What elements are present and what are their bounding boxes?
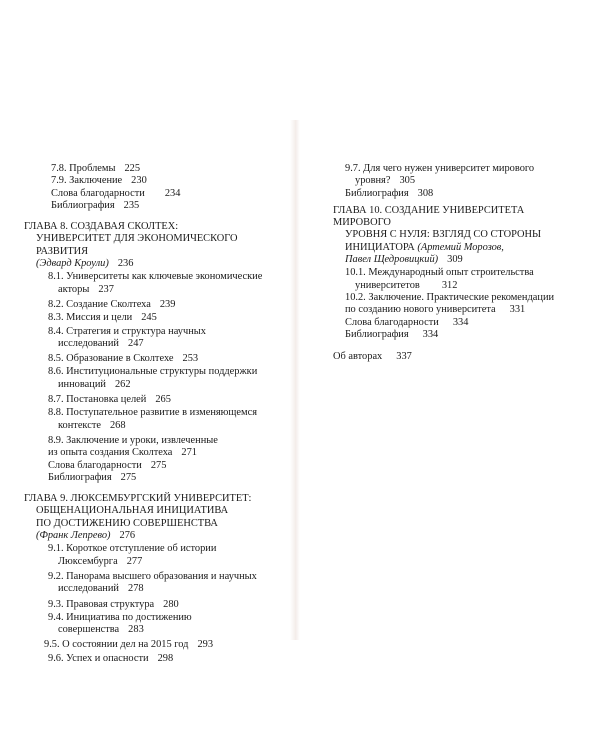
toc-entry-title: 8.4. Стратегия и структура научных — [48, 325, 206, 337]
toc-entry-9-6 — [48, 653, 286, 665]
toc-entry-bibliography — [48, 472, 286, 484]
toc-entry-title: Библиография — [51, 199, 115, 211]
toc-page-number: 275 — [120, 471, 137, 483]
toc-entry-title: Библиография — [345, 187, 409, 199]
toc-entry-title: 8.8. Поступательное развитие в изменяющемся — [48, 407, 258, 419]
toc-entry-title: 9.4. Инициатива по достижению — [48, 611, 192, 623]
toc-entry-acknowledgements — [345, 317, 578, 329]
toc-entry-continuation: исследований 247 — [58, 337, 144, 349]
toc-entry-acknowledgements — [24, 188, 286, 200]
toc-page-number: 235 — [123, 199, 140, 211]
toc-entry-continuation: по созданию нового университета 331 — [345, 304, 526, 316]
toc-entry-8-6 — [48, 366, 286, 391]
toc-entry-continuation: Люксембурга 277 — [58, 555, 143, 567]
chapter-9-entries — [24, 543, 286, 665]
chapter-title-line: ГЛАВА 9. ЛЮКСЕМБУРГСКИЙ УНИВЕРСИТЕТ: — [24, 493, 252, 505]
toc-page-number: 331 — [509, 304, 526, 316]
toc-page-number: 236 — [117, 258, 134, 270]
toc-page-number: 305 — [399, 175, 416, 187]
chapter-8-entries — [24, 271, 286, 484]
toc-page-number: 334 — [422, 328, 439, 340]
toc-entry-title: 9.3. Правовая структура — [48, 598, 155, 610]
toc-page-number: 337 — [396, 351, 412, 363]
toc-entry-8-3 — [48, 312, 286, 324]
toc-entry-title: 8.5. Образование в Сколтехе — [48, 353, 174, 365]
toc-entry-9-2 — [48, 571, 286, 596]
page-gutter — [290, 120, 300, 640]
chapter-author: (Эдвард Кроули) — [36, 258, 109, 270]
toc-entry-8-7 — [48, 394, 286, 406]
toc-entry-8-8 — [48, 407, 286, 432]
chapter-title-line: ПО ДОСТИЖЕНИЮ СОВЕРШЕНСТВА — [36, 517, 218, 529]
toc-page-number: 253 — [182, 353, 199, 365]
toc-page-number: 225 — [124, 163, 141, 174]
chapter-author-line — [24, 258, 286, 270]
toc-entry-bibliography — [24, 200, 286, 212]
chapter-title-line: УРОВНЯ С НУЛЯ: ВЗГЛЯД СО СТОРОНЫ — [345, 229, 542, 241]
chapter-title-line: ГЛАВА 8. СОЗДАВАЯ СКОЛТЕХ: — [24, 221, 179, 233]
chapter-title-line: ОБЩЕНАЦИОНАЛЬНАЯ ИНИЦИАТИВА — [36, 505, 229, 517]
toc-page-number: 234 — [164, 187, 181, 199]
toc-page-number: 276 — [119, 530, 136, 542]
toc-entry-title: 8.9. Заключение и уроки, извлеченные — [48, 434, 218, 446]
toc-entry-10-2 — [345, 292, 578, 317]
toc-entry-title: 8.7. Постановка целей — [48, 394, 147, 406]
toc-page-number: 334 — [452, 316, 469, 328]
chapter-title-line: УНИВЕРСИТЕТ ДЛЯ ЭКОНОМИЧЕСКОГО РАЗВИТИЯ — [36, 233, 238, 257]
toc-page-number: 237 — [98, 283, 114, 295]
toc-entry-8-2 — [48, 299, 286, 311]
toc-entry-10-1 — [345, 267, 578, 292]
toc-entry-title: 9.7. Для чего нужен университет мирового — [345, 163, 535, 174]
toc-entry-title: 7.8. Проблемы — [51, 163, 116, 174]
toc-entry-title: Слова благодарности — [51, 187, 145, 199]
toc-entry-title: 9.6. Успех и опасности — [48, 652, 149, 664]
toc-entry-continuation: контексте 268 — [58, 419, 126, 431]
toc-entry-9-5 — [44, 639, 286, 651]
toc-entry-title: 7.9. Заключение — [51, 175, 123, 187]
toc-entry-bibliography — [345, 329, 578, 341]
toc-entry-title: 10.2. Заключение. Практические рекомендации — [345, 291, 555, 303]
toc-page-number: 309 — [447, 254, 463, 266]
toc-entry-continuation: университетов 312 — [355, 279, 458, 291]
toc-page-number: 230 — [131, 175, 147, 187]
toc-page-number: 239 — [159, 298, 176, 310]
toc-entry-title: Слова благодарности — [345, 316, 439, 328]
toc-entry-9-3 — [48, 599, 286, 611]
toc-page-number: 308 — [417, 187, 434, 199]
toc-page-number: 262 — [114, 378, 131, 390]
toc-entry-9-7 — [333, 163, 578, 188]
toc-page-number: 275 — [150, 459, 167, 471]
toc-entry-title: 9.2. Панорама высшего образования и научных — [48, 570, 257, 582]
toc-page-number: 312 — [441, 279, 458, 291]
toc-entry-9-4 — [48, 612, 286, 637]
chapter-author-line — [333, 254, 578, 266]
toc-entry-title: 10.1. Международный опыт строительства — [345, 267, 534, 279]
toc-page-number: 268 — [109, 419, 126, 431]
chapter-author: Павел Щедровицкий) — [345, 254, 439, 266]
toc-entry-8-4 — [48, 326, 286, 351]
toc-page-number: 265 — [155, 394, 171, 406]
toc-entry-title: 9.1. Короткое отступление об истории — [48, 543, 217, 555]
left-page — [24, 163, 286, 665]
right-page — [333, 163, 578, 363]
chapter-title-line: ГЛАВА 10. СОЗДАНИЕ УНИВЕРСИТЕТА МИРОВОГО — [333, 204, 525, 229]
toc-page-number: 280 — [163, 598, 179, 610]
toc-entry-continuation: из опыта создания Сколтеха 271 — [48, 447, 197, 459]
toc-page-number: 247 — [128, 337, 144, 349]
toc-entry-continuation: инноваций 262 — [58, 378, 131, 390]
toc-entry-title: Библиография — [48, 471, 112, 483]
toc-entry-title: Библиография — [345, 328, 409, 340]
toc-entry-title: Слова благодарности — [48, 459, 142, 471]
toc-entry-title: 8.2. Создание Сколтеха — [48, 298, 151, 310]
chapter-author: (Франк Лепрево) — [36, 530, 111, 542]
toc-entry-acknowledgements — [48, 460, 286, 472]
chapter-title-line: ИНИЦИАТОРА (Артемий Морозов, — [345, 241, 504, 253]
toc-entry-continuation: акторы 237 — [58, 283, 114, 295]
toc-page-number: 278 — [128, 583, 144, 595]
chapter-10-heading — [333, 205, 578, 266]
toc-page-number: 271 — [181, 447, 197, 459]
toc-entry-title: 9.5. О состоянии дел на 2015 год — [44, 639, 189, 651]
toc-entry-9-1 — [48, 543, 286, 568]
toc-entry-title: 8.1. Университеты как ключевые экономические — [48, 271, 263, 283]
toc-entry-7-9 — [24, 175, 286, 187]
toc-entry-about-authors — [333, 351, 578, 363]
toc-entry-continuation: совершенства 283 — [58, 624, 144, 636]
toc-entry-title: Об авторах — [333, 351, 383, 363]
toc-entry-title: 8.6. Институциональные структуры поддержки — [48, 366, 258, 378]
toc-entry-7-8 — [24, 163, 286, 175]
chapter-9-heading — [24, 493, 286, 542]
toc-entry-continuation: уровня? 305 — [355, 175, 416, 187]
chapter-8-heading — [24, 221, 286, 270]
toc-page-number: 277 — [126, 555, 143, 567]
toc-entry-bibliography — [333, 188, 578, 200]
toc-page-number: 298 — [157, 652, 174, 664]
toc-page-number: 293 — [197, 639, 214, 651]
toc-entry-8-1 — [48, 271, 286, 296]
toc-entry-continuation: исследований 278 — [58, 583, 144, 595]
toc-entry-8-9 — [48, 435, 286, 460]
toc-entry-title: 8.3. Миссия и цели — [48, 312, 133, 324]
toc-entry-8-5 — [48, 353, 286, 365]
chapter-author-line — [24, 530, 286, 542]
toc-page-number: 245 — [141, 312, 157, 324]
toc-page-number: 283 — [128, 624, 144, 636]
chapter-10-entries — [333, 267, 578, 341]
chapter-author: (Артемий Морозов, — [417, 241, 504, 253]
